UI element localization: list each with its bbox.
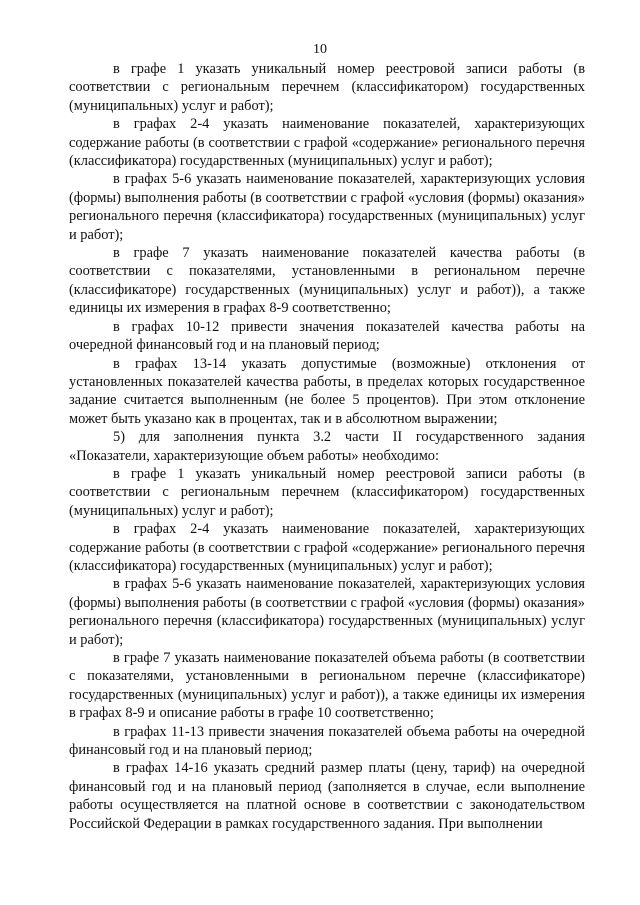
paragraph-graphs-13-14-deviations: в графах 13-14 указать допустимые (возможные) отклонения от установленных показателей качества работы, в пределах которых государственное задание считается выполненным (не более 5 процентов). При этом отклонение может быть указано как в процентах, так и в абсолютном выражении; bbox=[69, 355, 585, 427]
paragraph-graphs-10-12-quality-values: в графах 10-12 привести значения показателей качества работы на очередной финансовый год и на плановый период; bbox=[69, 318, 585, 354]
paragraph-graphs-5-6-conditions: в графах 5-6 указать наименование показателей, характеризующих условия (формы) выполнения работы (в соответствии с графой «условия (формы) оказания» регионального перечня (классификатора) государственных (муниципальных) услуг и работ); bbox=[69, 171, 585, 243]
paragraph-graphs-5-6-conditions-volume: в графах 5-6 указать наименование показателей, характеризующих условия (формы) выполнения работы (в соответствии с графой «условия (формы) оказания» регионального перечня (классификатора) государственных (муниципальных) услуг и работ); bbox=[69, 576, 585, 648]
paragraph-graphs-2-4-content-volume: в графах 2-4 указать наименование показателей, характеризующих содержание работы (в соответствии с графой «содержание» регионального перечня (классификатора) государственных (муниципальных) услуг и работ); bbox=[69, 521, 585, 574]
paragraph-graph-1-registry-number: в графе 1 указать уникальный номер реестровой записи работы (в соответствии с региональным перечнем (классификатором) государственных (муниципальных) услуг и работ); bbox=[69, 61, 585, 114]
paragraph-graph-1-registry-number-volume: в графе 1 указать уникальный номер реестровой записи работы (в соответствии с региональным перечнем (классификатором) государственных (муниципальных) услуг и работ); bbox=[69, 465, 585, 519]
paragraph-graphs-14-16-average-fee: в графах 14-16 указать средний размер платы (цену, тариф) на очередной финансовый год и на плановый период (заполняется в случае, если выполнение работы осуществляется на платной основе в соответствии с законодательством Российской Федерации в рамках государственного задания. При выполнении bbox=[69, 760, 585, 832]
paragraph-item-5-section-3-2: 5) для заполнения пункта 3.2 части II государственного задания «Показатели, характеризующие объем работы» необходимо: bbox=[69, 429, 585, 464]
paragraph-graph-7-quality-indicators: в графе 7 указать наименование показателей качества работы (в соответствии с показателями, установленными в региональном перечне (классификаторе) государственных (муниципальных) услуг и работ)), а также единицы их измерения в графах 8-9 соответственно; bbox=[69, 245, 585, 317]
paragraph-graphs-11-13-volume-values: в графах 11-13 привести значения показателей объема работы на очередной финансовый год и на плановый период; bbox=[69, 723, 585, 759]
paragraph-graphs-2-4-content: в графах 2-4 указать наименование показателей, характеризующих содержание работы (в соответствии с графой «содержание» регионального перечня (классификатора) государственных (муниципальных) услуг и работ); bbox=[69, 116, 585, 170]
paragraph-graph-7-volume-indicators: в графе 7 указать наименование показателей объема работы (в соответствии с показателями, установленными в региональном перечне (классификаторе) государственных (муниципальных) услуг и работ)), а также единицы их измерения в графах 8-9 и описание работы в графе 10 соответственно; bbox=[69, 650, 585, 722]
document-body bbox=[69, 60, 585, 833]
page-number: 10 bbox=[313, 42, 327, 57]
